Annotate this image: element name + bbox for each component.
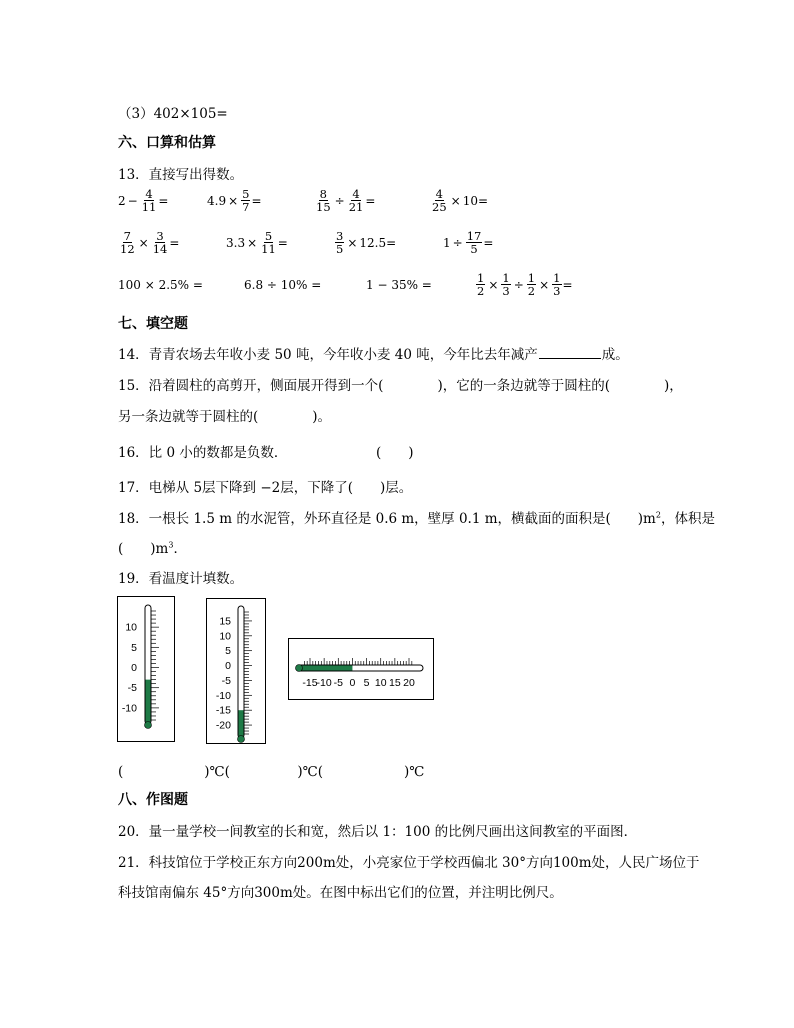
- expr-r1c4: $\frac{4}{25}$ × 10 =: [432, 187, 489, 215]
- thermometer-3: [288, 638, 434, 700]
- prev-item: （3）402×105=: [118, 106, 228, 122]
- thermometer-mercury: [298, 666, 352, 671]
- thermometer-label: 0: [225, 660, 231, 673]
- thermometer-label: -5: [127, 682, 137, 695]
- expr-r2c1: $\frac{7}{12}$ × $\frac{3}{14}$ =: [120, 229, 180, 257]
- section-heading-6: 六、口算和估算: [118, 135, 216, 151]
- thermometer-label: 15: [389, 677, 401, 689]
- section-heading-8: 八、作图题: [118, 792, 188, 808]
- expr-r2c2: 3.3 × $\frac{5}{11}$ =: [226, 229, 288, 257]
- question-20: 20．量一量学校一间教室的长和宽，然后以 1：100 的比例尺画出这间教室的平面图．: [118, 824, 638, 840]
- thermometer-label: -15: [302, 677, 318, 689]
- question-21-line2: 科技馆南偏东 45°方向300m处。在图中标出它们的位置，并注明比例尺。: [118, 885, 563, 901]
- thermometer-label: -10: [215, 689, 231, 702]
- thermometer-bulb: [296, 665, 303, 672]
- thermometer-bulb: [145, 722, 152, 729]
- thermometer-label: 0: [349, 677, 356, 689]
- question-19: 19．看温度计填数。: [118, 571, 244, 587]
- thermometer-label: 5: [363, 677, 370, 689]
- question-21-line1: 21．科技馆位于学校正东方向200m处，小亮家位于学校西偏北 30°方向100m处，人民广场位于: [118, 855, 700, 871]
- thermometer-label: -10: [316, 677, 332, 689]
- expr-r3c1: 100 × 2.5% =: [118, 278, 203, 292]
- expr-r3c3: 1 − 35% =: [366, 278, 432, 292]
- thermometer-bulb: [238, 736, 245, 743]
- question-15-line2: 另一条边就等于圆柱的( )。: [118, 409, 332, 425]
- thermometer-mercury: [146, 680, 151, 724]
- thermometer-2: [206, 598, 266, 744]
- question-18-line2: ( )$m^3$．: [118, 540, 187, 557]
- thermometer-label: 5: [225, 645, 231, 658]
- thermometer-label: 10: [219, 630, 231, 643]
- thermometer-label: 10: [374, 677, 387, 689]
- thermometer-label: 10: [125, 621, 137, 634]
- thermometer-label: -5: [333, 677, 343, 689]
- thermometer-label: 5: [131, 641, 137, 654]
- answer-blank[interactable]: [539, 348, 601, 359]
- thermometer-label: 15: [219, 615, 231, 628]
- question-17: 17．电梯从 5层下降到 −2层，下降了( )层。: [118, 480, 413, 496]
- thermometer-label: -15: [215, 704, 231, 717]
- question-18-line1: 18．一根长 1.5 m 的水泥管，外环直径是 0.6 m，壁厚 0.1 m，横截面的面积是( )$m^2$，体积是: [118, 510, 715, 527]
- expr-r3c2: 6.8 ÷ 10% =: [244, 278, 322, 292]
- expr-r3c4: $\frac{1}{2}$ × $\frac{1}{3}$ ÷ $\frac{1}{2}$ × $\frac{1}{3}$ =: [477, 271, 573, 299]
- question-14: 14．青青农场去年收小麦 50 吨，今年收小麦 40 吨，今年比去年减产 成。: [118, 347, 629, 363]
- expr-r2c4: 1 ÷ $\frac{17}{5}$ =: [443, 229, 494, 257]
- thermometer-mercury: [239, 710, 244, 738]
- question-16-paren: ( ): [376, 445, 414, 461]
- expr-r1c2: 4.9 × $\frac{5}{7}$ =: [207, 187, 262, 215]
- thermometer-1: [117, 596, 175, 742]
- expr-r1c3: $\frac{8}{15}$ ÷ $\frac{4}{21}$ =: [316, 187, 376, 215]
- question-19-answers: ( )℃( )℃( )℃: [118, 764, 425, 780]
- expr-r1c1: 2 − $\frac{4}{11}$ =: [118, 187, 169, 215]
- section-heading-7: 七、填空题: [118, 316, 188, 332]
- thermometer-label: -10: [121, 702, 137, 715]
- expr-r2c3: $\frac{3}{5}$ × 12.5 =: [336, 229, 397, 257]
- thermometer-label: -5: [221, 674, 231, 687]
- thermometer-label: 20: [403, 677, 415, 689]
- thermometer-label: 0: [131, 662, 137, 675]
- thermometer-label: -20: [215, 719, 231, 732]
- question-13: 13．直接写出得数。: [118, 167, 244, 183]
- question-16: 16．比 0 小的数都是负数．: [118, 445, 288, 461]
- question-15-line1: 15．沿着圆柱的高剪开，侧面展开得到一个( )，它的一条边就等于圆柱的( )，: [118, 378, 683, 394]
